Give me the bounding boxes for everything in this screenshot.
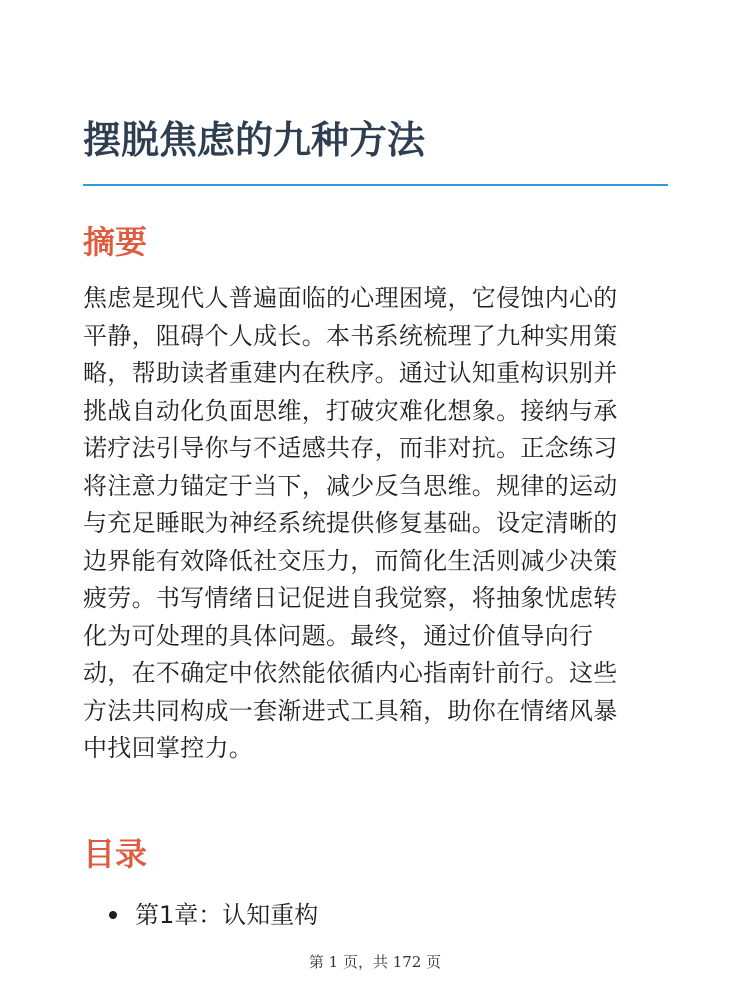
- abstract-line: 略，帮助读者重建内在秩序。通过认知重构识别并: [83, 359, 618, 387]
- toc-list: [83, 896, 318, 934]
- page-number: 第 1 页，共 172 页: [308, 953, 442, 971]
- toc-item-chapter-1[interactable]: [83, 896, 318, 934]
- bullet-icon: [109, 911, 117, 919]
- abstract-line: 方法共同构成一套渐进式工具箱，助你在情绪风暴: [83, 696, 618, 725]
- abstract-line: 动，在不确定中依然能依循内心指南针前行。这些: [83, 659, 618, 687]
- title-divider: [83, 184, 668, 186]
- abstract-line: 将注意力锚定于当下，减少反刍思维。规律的运动: [83, 471, 618, 500]
- abstract-line: 与充足睡眠为神经系统提供修复基础。设定清晰的: [83, 509, 618, 537]
- abstract-line: 焦虑是现代人普遍面临的心理困境，它侵蚀内心的: [83, 284, 618, 312]
- abstract-line: 挑战自动化负面思维，打破灾难化想象。接纳与承: [83, 396, 618, 425]
- abstract-line: 诺疗法引导你与不适感共存，而非对抗。正念练习: [83, 434, 618, 462]
- abstract-paragraph: [83, 280, 673, 768]
- abstract-line: 中找回掌控力。: [83, 734, 254, 762]
- abstract-heading: 摘要: [83, 223, 148, 261]
- toc-heading: 目录: [83, 835, 148, 873]
- abstract-line: 平静，阻碍个人成长。本书系统梳理了九种实用策: [83, 321, 618, 350]
- abstract-line: 化为可处理的具体问题。最终，通过价值导向行: [83, 621, 594, 650]
- abstract-line: 边界能有效降低社交压力，而简化生活则减少决策: [83, 546, 618, 575]
- abstract-line: 疲劳。书写情绪日记促进自我觉察，将抽象忧虑转: [83, 584, 618, 612]
- document-title: 摆脱焦虑的九种方法: [83, 118, 426, 162]
- toc-item-label: 第1章：认知重构: [135, 901, 319, 929]
